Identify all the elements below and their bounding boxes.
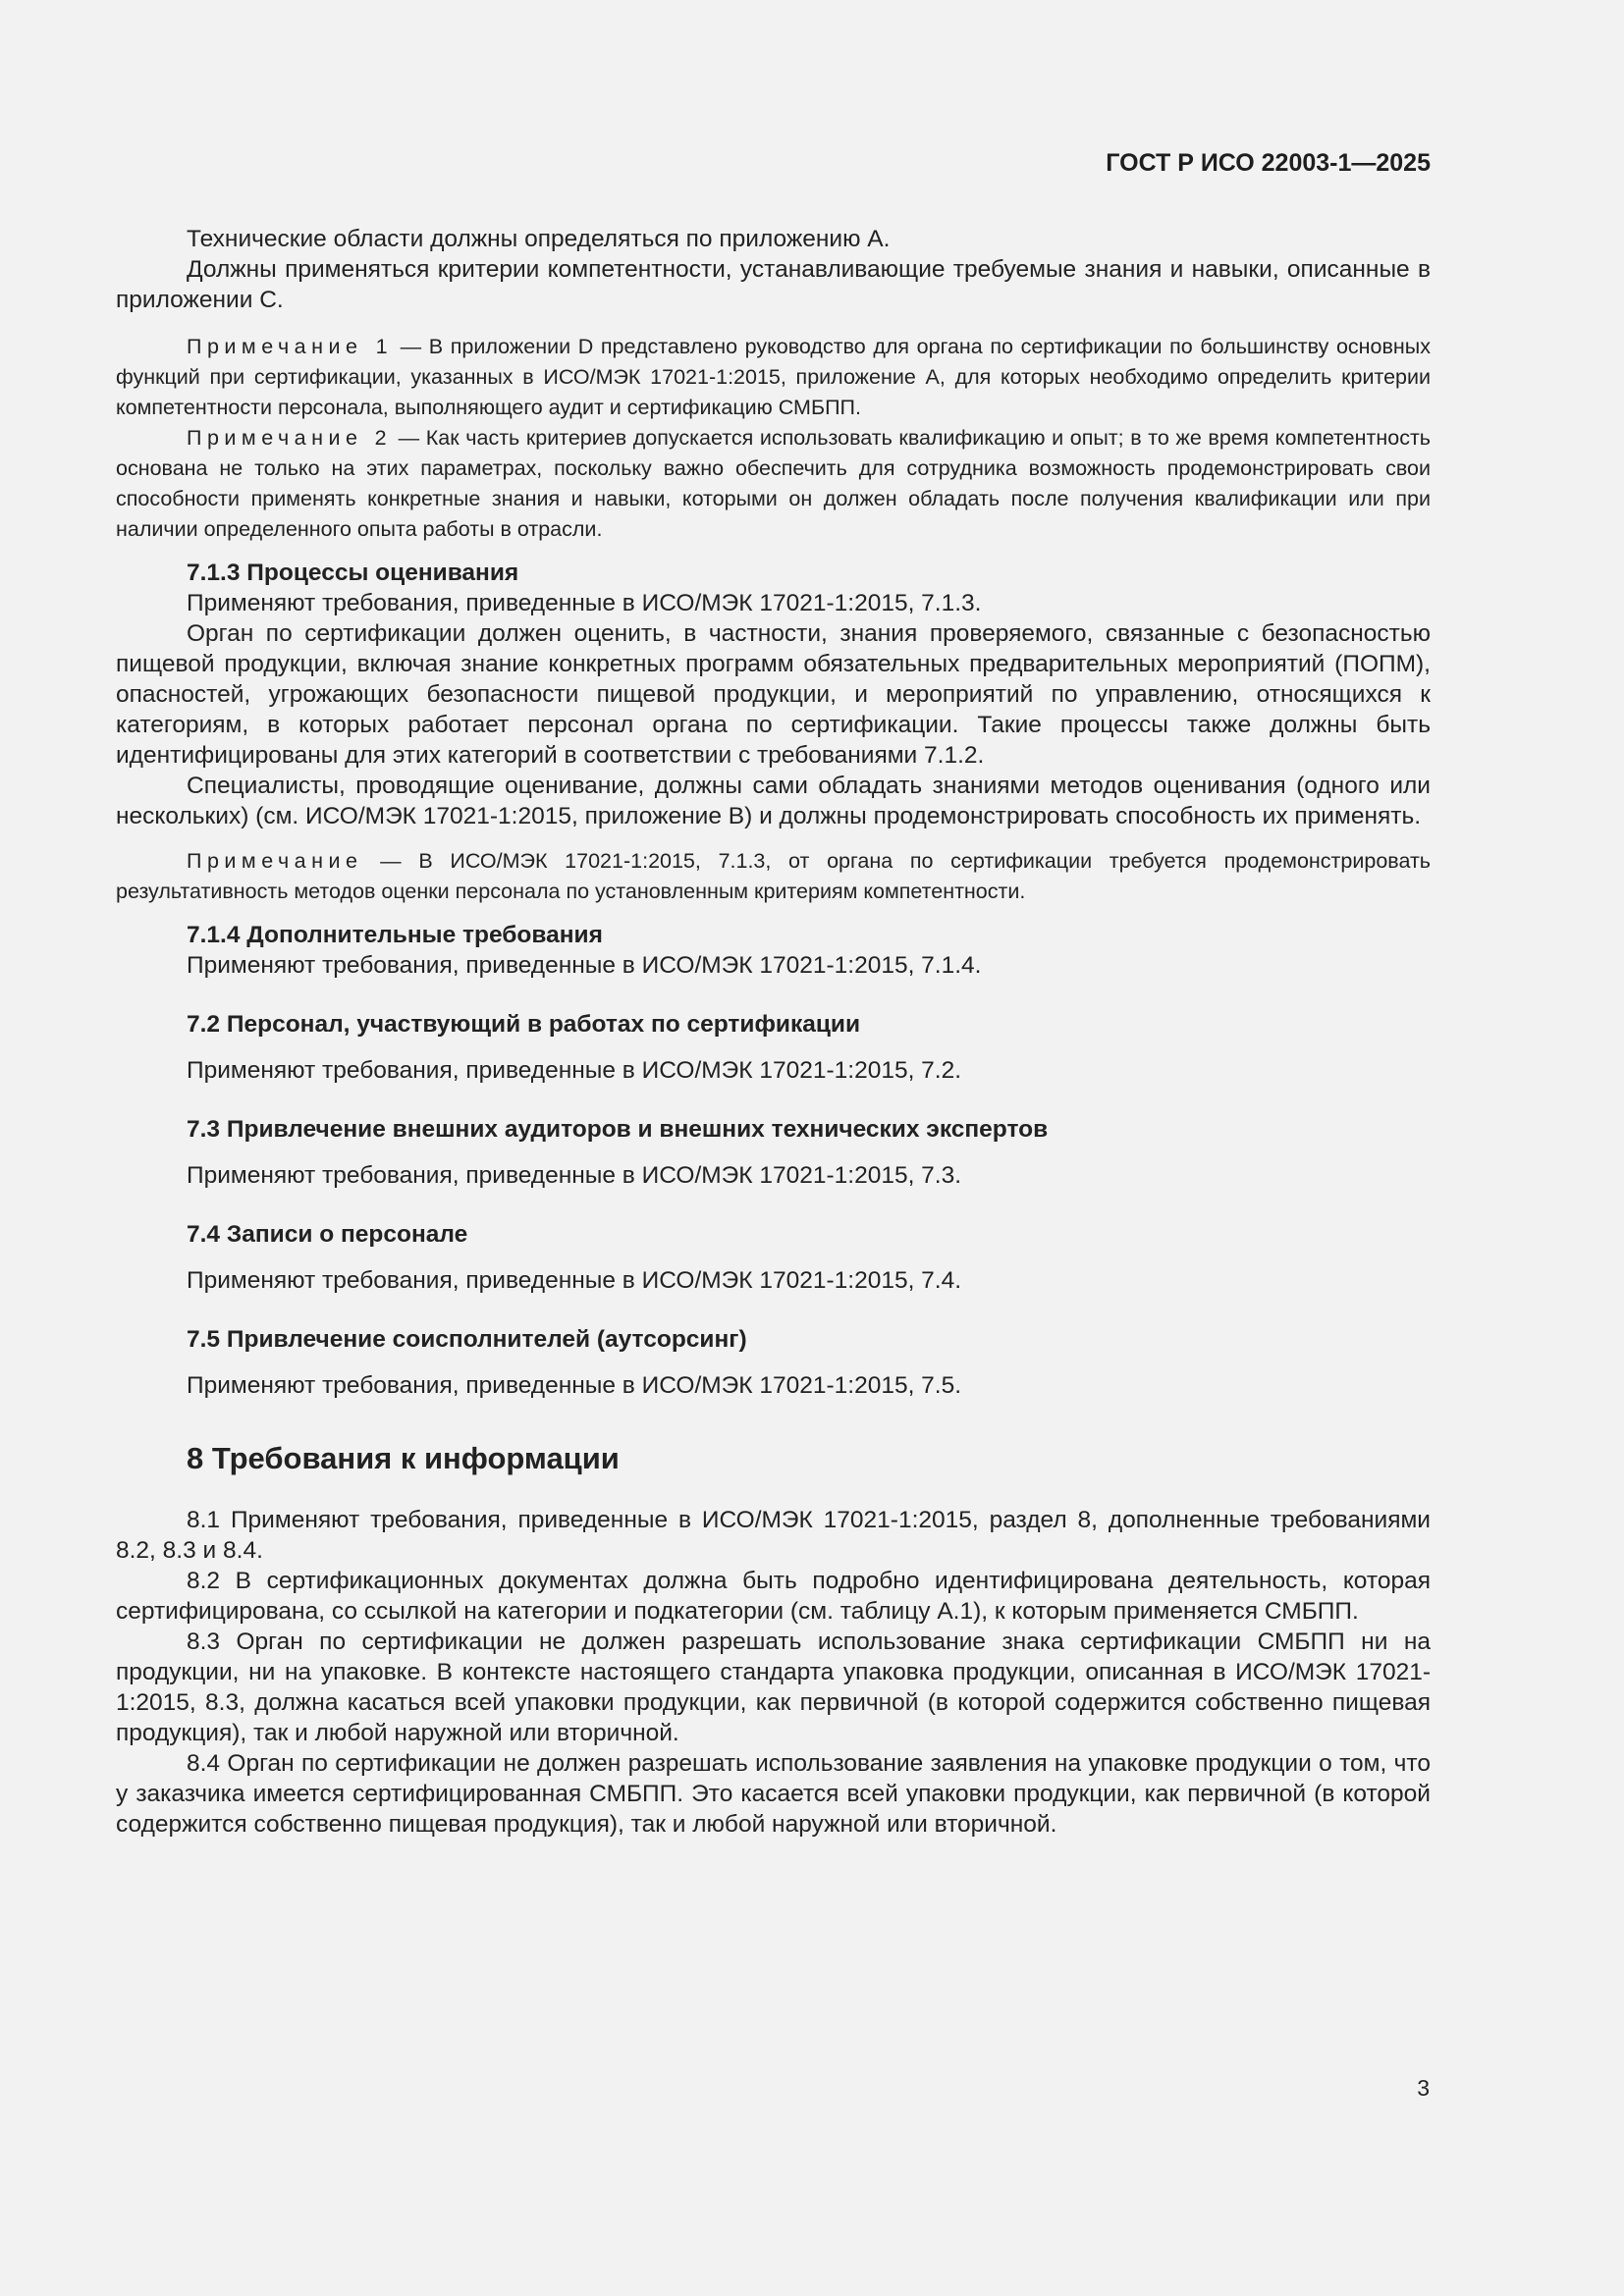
subsection-heading: 7.5 Привлечение соисполнителей (аутсорсинг)	[187, 1326, 747, 1353]
page-body	[116, 224, 1431, 1840]
note-text: — В ИСО/МЭК 17021-1:2015, 7.1.3, от органа по сертификации требуется продемонстрировать результативность методов оценки персонала по установленным критериям компетентности.	[116, 849, 1431, 903]
paragraph: 8.3 Орган по сертификации не должен разрешать использование знака сертификации СМБПП ни на продукции, ни на упаковке. В контексте настоящего стандарта упаковка продукции, описанная в ИСО/МЭК 17021-1:2015, 8.3, должна касаться всей упаковки продукции, как первичной (в которой содержится собственно пищевая продукция), так и любой наружной или вторичной.	[116, 1629, 1431, 1746]
note-label: Примечание	[187, 849, 363, 873]
note-label: Примечание 2	[187, 426, 393, 450]
paragraph: 8.2 В сертификационных документах должна быть подробно идентифицирована деятельность, которая сертифицирована, со ссылкой на категории и подкатегории (см. таблицу А.1), к которым применяется СМБПП.	[116, 1568, 1431, 1625]
subsection-heading: 7.1.4 Дополнительные требования	[187, 922, 603, 948]
note-text: — В приложении D представлено руководство для органа по сертификации по большинству основных функций при сертификации, указанных в ИСО/МЭК 17021-1:2015, приложение А, для которых необходимо определить критерии компетентности персонала, выполняющего аудит и сертификацию СМБПП.	[116, 335, 1431, 419]
subsection-heading: 7.3 Привлечение внешних аудиторов и внешних технических экспертов	[187, 1116, 1049, 1143]
section-heading: 8 Требования к информации	[187, 1441, 620, 1475]
note-label: Примечание 1	[187, 335, 394, 358]
page-number: 3	[1417, 2075, 1430, 2101]
paragraph: Орган по сертификации должен оценить, в частности, знания проверяемого, связанные с безопасностью пищевой продукции, включая знание конкретных программ обязательных предварительных мероприятий (ПОПМ), опасностей, угрожающих безопасности пищевой продукции, и мероприятий по управлению, относящихся к категориям, в которых работает персонал органа по сертификации. Такие процессы также должны быть идентифицированы для этих категорий в соответствии с требованиями 7.1.2.	[116, 620, 1431, 769]
paragraph: Применяют требования, приведенные в ИСО/МЭК 17021-1:2015, 7.5.	[187, 1372, 962, 1399]
subsection-heading: 7.1.3 Процессы оценивания	[187, 560, 519, 586]
note	[116, 846, 1431, 907]
paragraph: Применяют требования, приведенные в ИСО/МЭК 17021-1:2015, 7.1.3.	[187, 590, 982, 616]
note-text: — Как часть критериев допускается использовать квалификацию и опыт; в то же время компетентность основана не только на этих параметрах, поскольку важно обеспечить для сотрудника возможность продемонстрировать свои способности применять конкретные знания и навыки, которыми он должен обладать после получения квалификации или при наличии определенного опыта работы в отрасли.	[116, 426, 1431, 541]
paragraph: Применяют требования, приведенные в ИСО/МЭК 17021-1:2015, 7.2.	[187, 1057, 962, 1084]
note-2	[116, 423, 1431, 545]
subsection-heading: 7.4 Записи о персонале	[187, 1221, 468, 1248]
paragraph: Должны применяться критерии компетентности, устанавливающие требуемые знания и навыки, описанные в приложении С.	[116, 256, 1431, 313]
note-1	[116, 332, 1431, 423]
paragraph: 8.1 Применяют требования, приведенные в ИСО/МЭК 17021-1:2015, раздел 8, дополненные требованиями 8.2, 8.3 и 8.4.	[116, 1507, 1431, 1564]
paragraph: 8.4 Орган по сертификации не должен разрешать использование заявления на упаковке продукции о том, что у заказчика имеется сертифицированная СМБПП. Это касается всей упаковки продукции, как первичной (в которой содержится собственно пищевая продукция), так и любой наружной или вторичной.	[116, 1750, 1431, 1838]
paragraph: Специалисты, проводящие оценивание, должны сами обладать знаниями методов оценивания (одного или нескольких) (см. ИСО/МЭК 17021-1:2015, приложение В) и должны продемонстрировать способность их применять.	[116, 773, 1431, 829]
paragraph: Применяют требования, приведенные в ИСО/МЭК 17021-1:2015, 7.1.4.	[187, 952, 982, 979]
paragraph: Технические области должны определяться по приложению А.	[187, 226, 891, 252]
paragraph: Применяют требования, приведенные в ИСО/МЭК 17021-1:2015, 7.3.	[187, 1162, 962, 1189]
subsection-heading: 7.2 Персонал, участвующий в работах по сертификации	[187, 1011, 861, 1038]
document-header: ГОСТ Р ИСО 22003-1—2025	[1106, 149, 1431, 177]
paragraph: Применяют требования, приведенные в ИСО/МЭК 17021-1:2015, 7.4.	[187, 1267, 962, 1294]
